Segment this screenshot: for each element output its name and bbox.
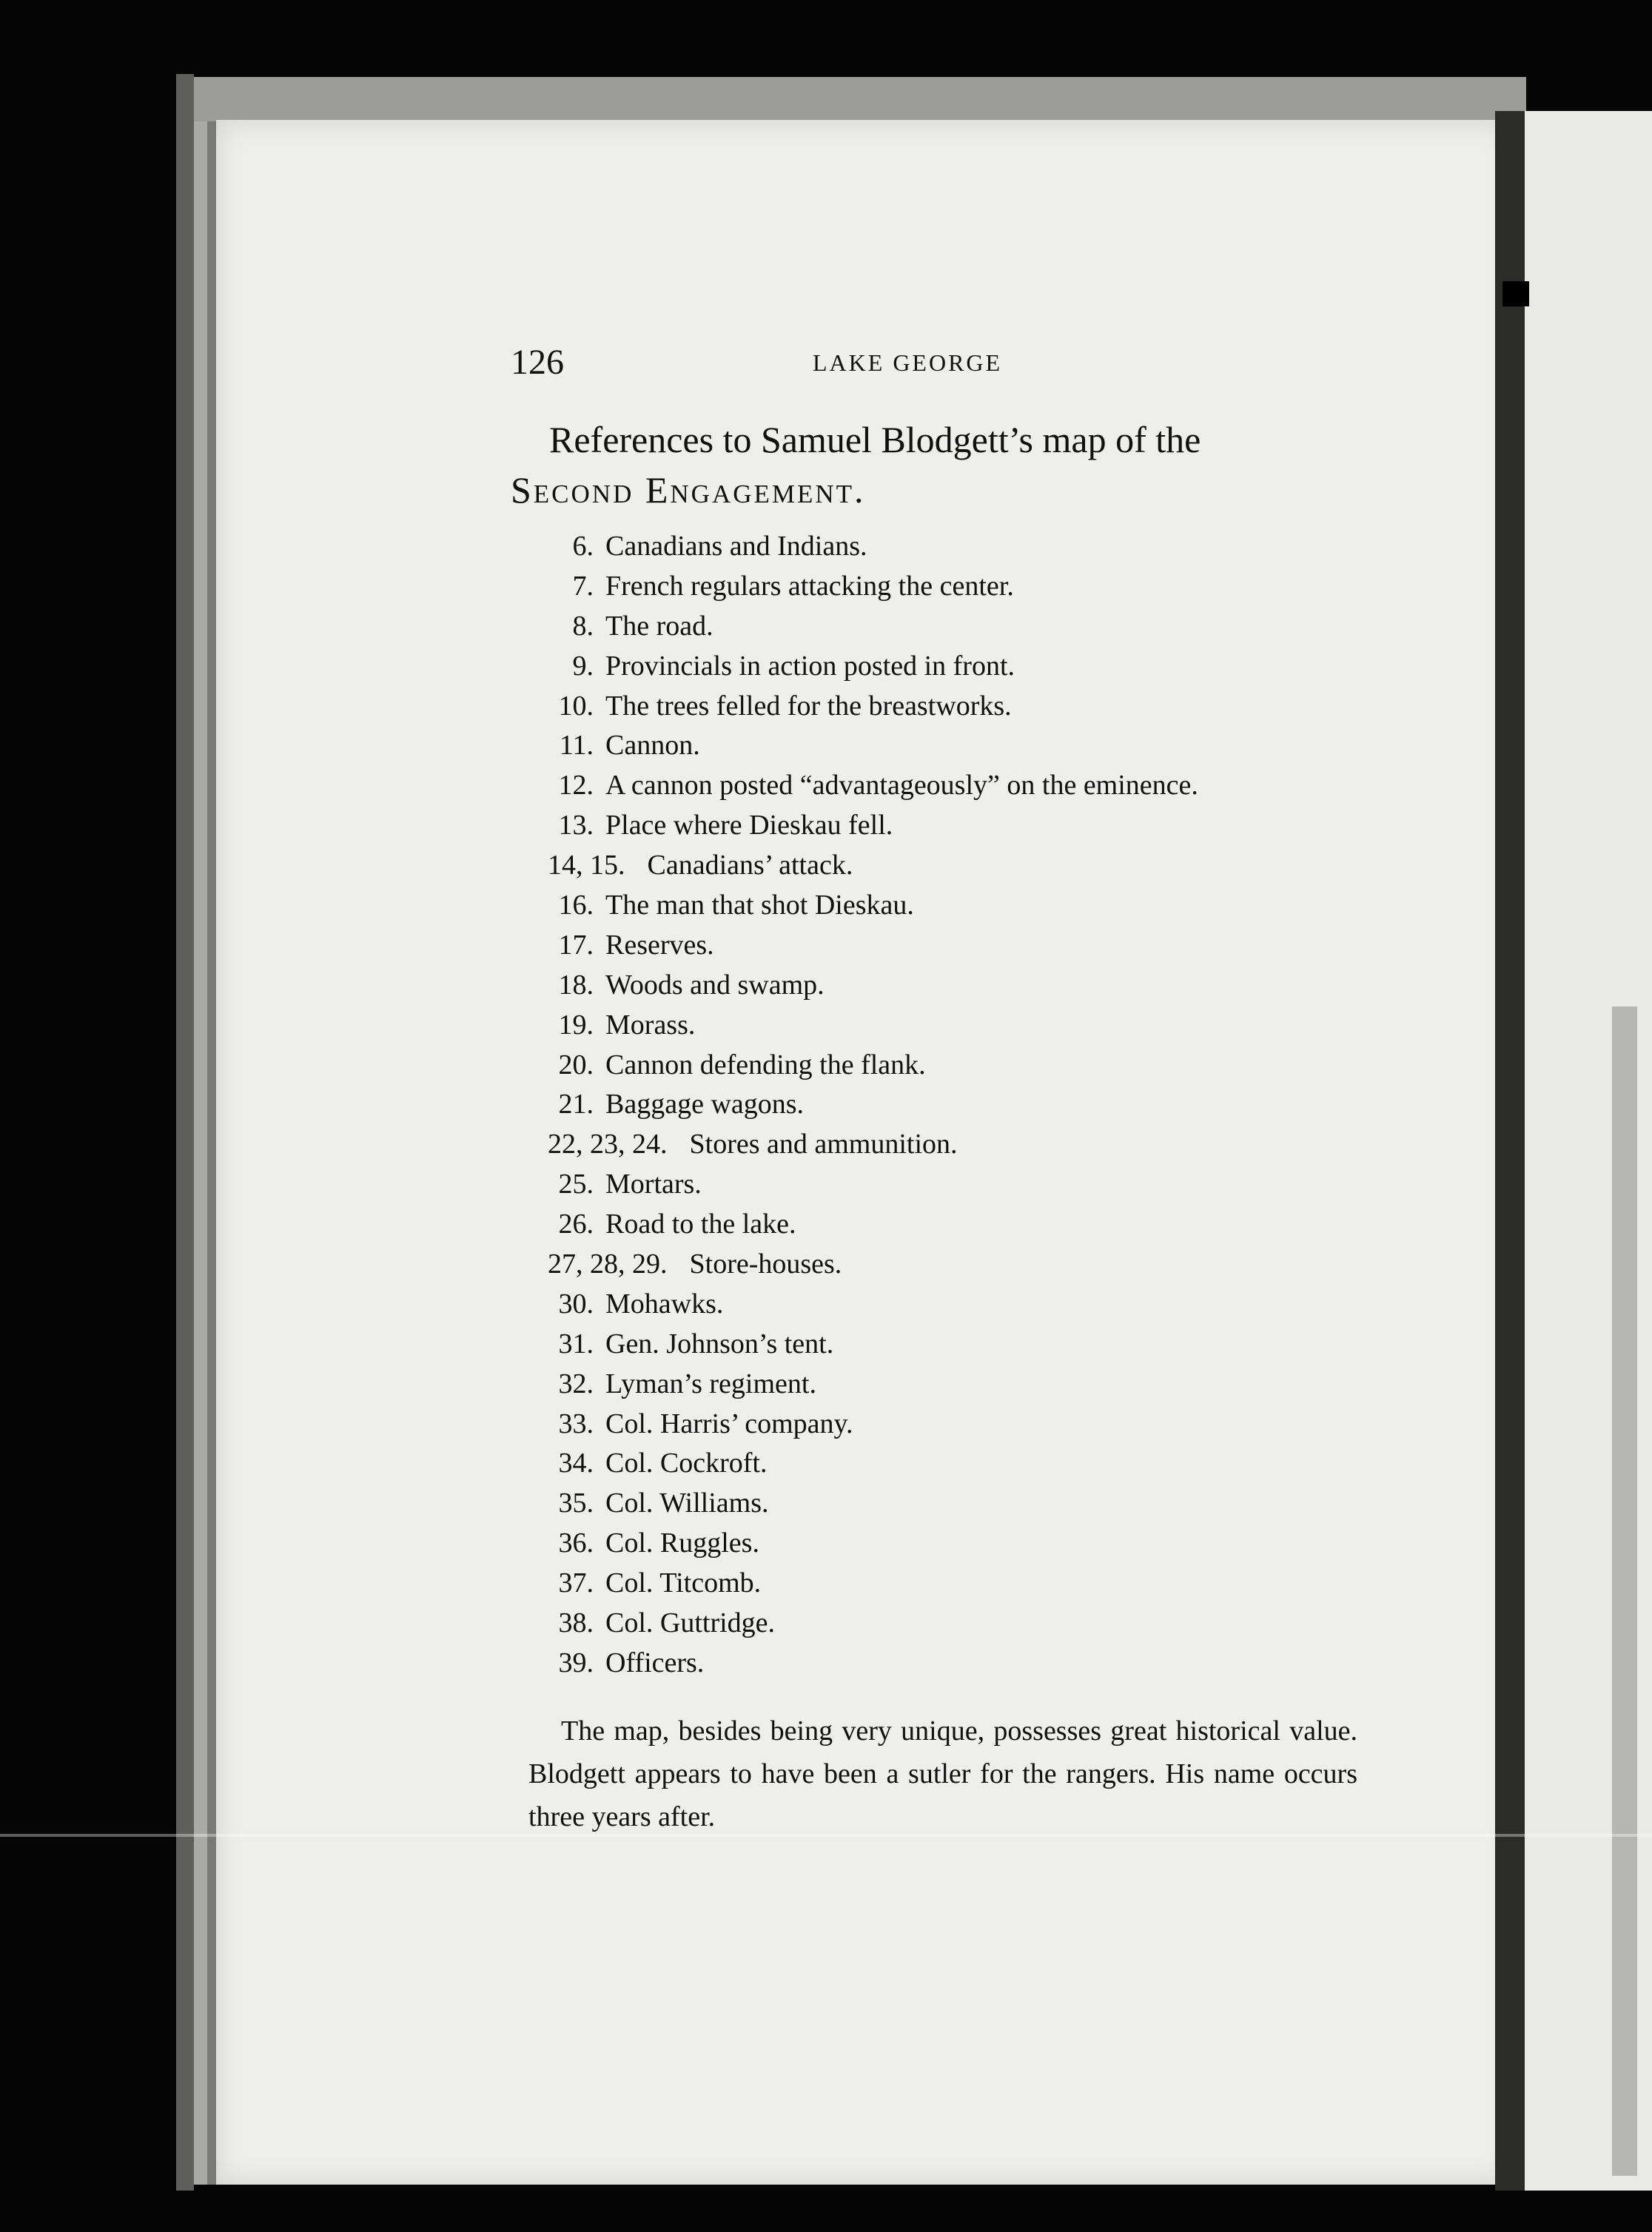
- reference-number: 14, 15.: [548, 850, 625, 881]
- list-item: [548, 1444, 1436, 1484]
- reference-text: Baggage wagons.: [605, 1089, 805, 1120]
- reference-text: Reserves.: [605, 929, 714, 961]
- reference-text: A cannon posted “advantageously” on the eminence.: [605, 770, 1198, 801]
- reference-text: French regulars attacking the center.: [605, 570, 1014, 602]
- list-item: [548, 726, 1436, 766]
- list-item: [548, 1604, 1436, 1644]
- list-item: [548, 806, 1436, 846]
- list-item: [548, 1564, 1436, 1604]
- reference-text: The trees felled for the breastworks.: [605, 690, 1012, 722]
- reference-text: Cannon defending the flank.: [605, 1049, 926, 1080]
- section-heading: [511, 414, 1369, 515]
- list-item: [548, 1165, 1436, 1205]
- reference-number: 9.: [572, 650, 594, 682]
- list-item: [548, 1405, 1436, 1445]
- list-item: [548, 1365, 1436, 1405]
- reference-text: Mortars.: [605, 1169, 702, 1200]
- list-item: [548, 886, 1436, 926]
- list-item: [548, 687, 1436, 727]
- reference-number: 20.: [558, 1049, 594, 1080]
- reference-number: 18.: [558, 969, 594, 1001]
- reference-text: Mohawks.: [605, 1288, 724, 1320]
- reference-text: Col. Titcomb.: [605, 1567, 762, 1599]
- reference-number: 7.: [572, 570, 594, 602]
- list-item: [548, 846, 1436, 886]
- list-item: [548, 607, 1436, 647]
- reference-number: 33.: [558, 1408, 594, 1439]
- reference-text: Col. Ruggles.: [605, 1527, 759, 1559]
- reference-number: 17.: [558, 929, 594, 961]
- binding-mark: [1502, 281, 1529, 306]
- reference-text: Provincials in action posted in front.: [605, 650, 1015, 682]
- reference-number: 13.: [558, 810, 594, 841]
- list-item: [548, 1484, 1436, 1524]
- reference-text: Officers.: [605, 1647, 705, 1678]
- list-item: [548, 1245, 1436, 1285]
- list-item: [548, 1285, 1436, 1325]
- reference-number: 6.: [572, 531, 594, 562]
- list-item: [548, 1205, 1436, 1245]
- reference-text: Store-houses.: [689, 1248, 842, 1280]
- reference-number: 21.: [558, 1089, 594, 1120]
- heading-line-1: References to Samuel Blodgett’s map of the: [549, 419, 1201, 460]
- reference-text: The man that shot Dieskau.: [605, 890, 914, 921]
- list-item: [548, 1644, 1436, 1684]
- list-item: [548, 1085, 1436, 1125]
- reference-text: Col. Williams.: [605, 1488, 769, 1519]
- reference-text: Col. Cockroft.: [605, 1448, 768, 1479]
- page-stack-edge: [176, 74, 194, 2191]
- reference-number: 11.: [559, 730, 594, 762]
- list-item: [548, 1524, 1436, 1564]
- book-gutter: [1495, 111, 1525, 2191]
- reference-text: Col. Guttridge.: [605, 1607, 776, 1639]
- running-title: LAKE GEORGE: [813, 349, 1003, 376]
- reference-number: 32.: [558, 1368, 594, 1399]
- reference-number: 31.: [558, 1328, 594, 1359]
- closing-paragraph: The map, besides being very unique, possesses great historical value. Blodgett appears to have been a sutler for the rangers. His name occurs three years after.: [528, 1715, 1357, 1832]
- page-stack-top-edge: [194, 77, 1526, 121]
- reference-number: 19.: [558, 1009, 594, 1041]
- reference-number: 12.: [558, 770, 594, 801]
- reference-number: 25.: [558, 1169, 594, 1200]
- heading-line-2: Second Engagement.: [511, 469, 866, 511]
- reference-list: [548, 527, 1436, 1684]
- list-item: [548, 567, 1436, 607]
- list-item: [548, 647, 1436, 687]
- reference-text: Lyman’s regiment.: [605, 1368, 816, 1399]
- reference-number: 38.: [558, 1607, 594, 1639]
- list-item: [548, 1125, 1436, 1165]
- list-item: [548, 1006, 1436, 1046]
- reference-text: Col. Harris’ company.: [605, 1408, 853, 1439]
- reference-number: 27, 28, 29.: [548, 1248, 668, 1280]
- facing-page-shadow: [1612, 1006, 1637, 2176]
- page-number: 126: [511, 343, 564, 382]
- reference-number: 8.: [572, 610, 594, 642]
- reference-number: 35.: [558, 1488, 594, 1519]
- reference-number: 26.: [558, 1209, 594, 1240]
- reference-text: Woods and swamp.: [605, 969, 825, 1001]
- reference-number: 39.: [558, 1647, 594, 1678]
- page-stack-edge: [194, 83, 207, 2185]
- reference-text: Place where Dieskau fell.: [605, 810, 893, 841]
- reference-text: Canadians’ attack.: [647, 850, 853, 881]
- reference-text: Gen. Johnson’s tent.: [605, 1328, 834, 1359]
- reference-number: 34.: [558, 1448, 594, 1479]
- reference-number: 36.: [558, 1527, 594, 1559]
- list-item: [548, 527, 1436, 567]
- page-stack-edge: [207, 90, 216, 2185]
- reference-number: 22, 23, 24.: [548, 1129, 668, 1160]
- reference-number: 16.: [558, 890, 594, 921]
- list-item: [548, 1046, 1436, 1086]
- reference-text: Morass.: [605, 1009, 696, 1041]
- list-item: [548, 1325, 1436, 1365]
- reference-number: 37.: [558, 1567, 594, 1599]
- reference-number: 30.: [558, 1288, 594, 1320]
- list-item: [548, 926, 1436, 966]
- reference-text: Road to the lake.: [605, 1209, 796, 1240]
- reference-text: Stores and ammunition.: [689, 1129, 958, 1160]
- reference-text: Canadians and Indians.: [605, 531, 867, 562]
- reference-text: The road.: [605, 610, 713, 642]
- reference-number: 10.: [558, 690, 594, 722]
- reference-text: Cannon.: [605, 730, 700, 762]
- list-item: [548, 966, 1436, 1006]
- list-item: [548, 766, 1436, 806]
